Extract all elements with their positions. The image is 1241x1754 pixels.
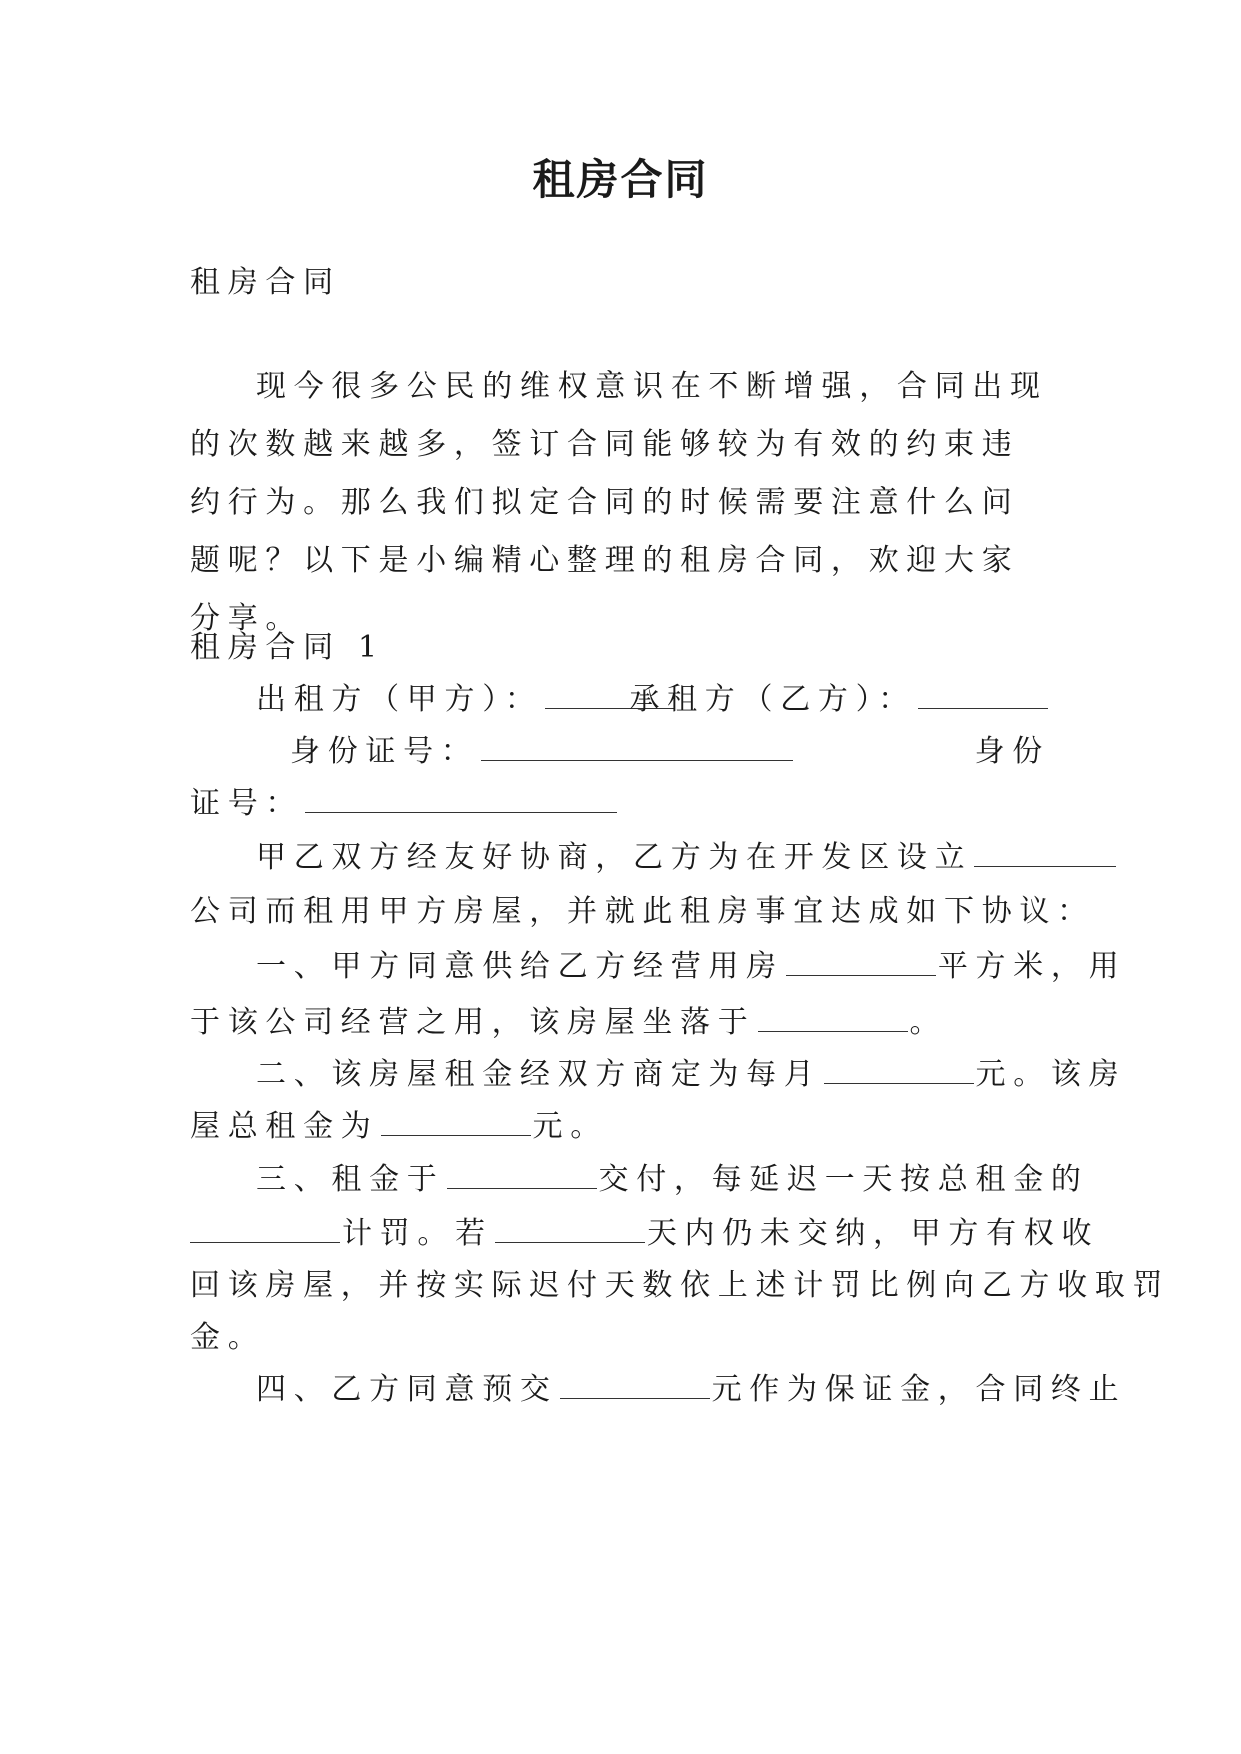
clause-1-line-1 [190, 938, 1127, 996]
lessee-label: 承租方（乙方）： [629, 682, 916, 717]
lessee-blank [918, 674, 1048, 709]
clause-3-a: 三、租金于 [256, 1162, 445, 1197]
clause-1-c: 于该公司经营之用，该房屋坐落于 [190, 1005, 756, 1040]
area-blank [786, 941, 936, 976]
id-label-2a: 身份 [974, 734, 1050, 769]
clause-1-b: 平方米，用 [937, 949, 1127, 984]
intro-text: 现今很多公民的维权意识在不断增强，合同出现的次数越来越多，签订合同能够较为有效的约束违约行为。那么我们拟定合同的时候需要注意什么问题呢？以下是小编精心整理的租房合同，欢迎大家分享。 [190, 369, 1048, 636]
clause-3-d: 天内仍未交纳，甲方有权收 [646, 1216, 1100, 1251]
clause-1-line-2 [190, 994, 1050, 1052]
document-subtitle: 租房合同 [190, 265, 341, 300]
clause-2-line-2 [190, 1098, 1050, 1156]
lessor-label: 出租方（甲方）： [256, 682, 543, 717]
clause-2-d: 元。 [532, 1109, 608, 1144]
clause-3-b: 交付，每延迟一天按总租金的 [598, 1162, 1089, 1197]
clause-2-b: 元。该房 [975, 1057, 1127, 1092]
clause-3-c: 计罚。若 [342, 1216, 493, 1251]
id-label-2b: 证号： [190, 786, 304, 821]
payment-date-blank [447, 1154, 597, 1189]
clause-3-line-1 [190, 1151, 1089, 1209]
clause-2-a: 二、该房屋租金经双方商定为每月 [256, 1057, 822, 1092]
agree-line-1 [190, 829, 1050, 887]
id-line [190, 723, 1050, 781]
clause-1-a: 一、甲方同意供给乙方经营用房 [256, 949, 784, 984]
document-title: 租房合同 [532, 155, 709, 204]
clause-1-d: 。 [909, 1005, 948, 1040]
clause-3-e: 回该房屋，并按实际迟付天数依上述计罚比例向乙方收取罚 [190, 1268, 1171, 1303]
id-line-2 [190, 775, 1050, 833]
clause-3-line-2 [190, 1205, 1100, 1263]
monthly-rent-blank [824, 1049, 974, 1084]
intro-paragraph [190, 358, 1050, 648]
penalty-rate-blank [190, 1208, 340, 1243]
clause-2-line-1 [190, 1046, 1127, 1104]
agree-text-a: 甲乙双方经友好协商，乙方为在开发区设立 [256, 840, 973, 875]
id-blank [481, 726, 793, 761]
agree-text-b: 公司而租用甲方房屋，并就此租房事宜达成如下协议： [190, 894, 1095, 929]
id-blank-2 [305, 778, 617, 813]
contract-heading: 租房合同 1 [190, 630, 385, 665]
clause-3-f: 金。 [190, 1320, 266, 1355]
clause-4-line-1 [190, 1361, 1127, 1419]
clause-4-b: 元作为保证金，合同终止 [711, 1372, 1127, 1407]
total-rent-blank [381, 1101, 531, 1136]
deposit-blank [560, 1364, 710, 1399]
clause-2-c: 屋总租金为 [190, 1109, 379, 1144]
id-label: 身份证号： [290, 734, 479, 769]
days-blank [495, 1208, 645, 1243]
parties-line [190, 671, 1050, 729]
clause-4-a: 四、乙方同意预交 [256, 1372, 558, 1407]
company-blank [974, 832, 1116, 867]
location-blank [758, 997, 908, 1032]
